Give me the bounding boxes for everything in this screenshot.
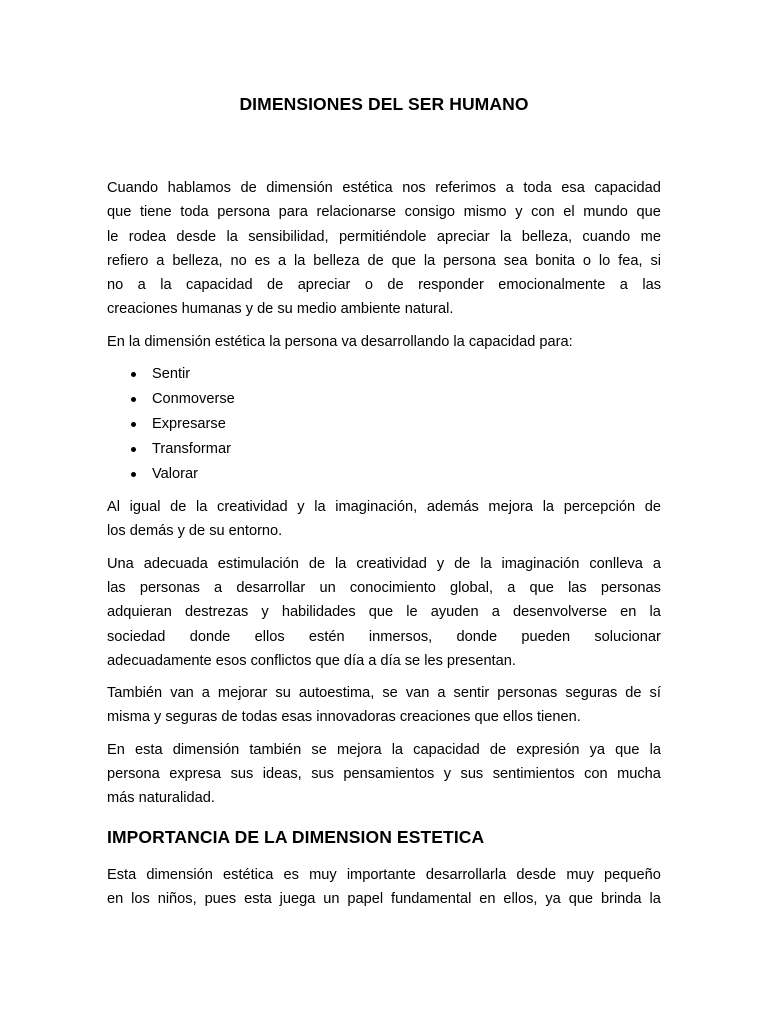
text-line: También van a mejorar su autoestima, se van a sentir personas seguras de sí — [107, 685, 661, 702]
text-line: refiero a belleza, no es a la belleza de que la persona sea bonita o lo fea, si — [107, 252, 661, 269]
paragraph-importance — [107, 863, 661, 912]
document-title: DIMENSIONES DEL SER HUMANO — [239, 94, 529, 114]
bullet-icon — [131, 372, 136, 377]
bullet-icon — [131, 447, 136, 452]
list-item-label: Sentir — [152, 366, 191, 383]
capacity-list — [107, 362, 661, 487]
text-line: misma y seguras de todas esas innovadoras creaciones que ellos tienen. — [107, 709, 581, 726]
text-line: adecuadamente esos conflictos que día a día se les presentan. — [107, 652, 516, 669]
list-item — [107, 387, 661, 412]
section-heading: IMPORTANCIA DE LA DIMENSION ESTETICA — [107, 826, 485, 847]
list-item-label: Expresarse — [152, 416, 226, 433]
text-line: adquieran destrezas y habilidades que le ayuden a desenvolverse en la — [107, 604, 661, 621]
list-item — [107, 412, 661, 437]
text-line: más naturalidad. — [107, 790, 215, 807]
paragraph-self-esteem — [107, 681, 661, 730]
paragraph-aesthetic-definition — [107, 176, 661, 322]
text-line: En la dimensión estética la persona va desarrollando la capacidad para: — [107, 333, 573, 350]
text-line: no a la capacidad de apreciar o de responder emocionalmente a las — [107, 277, 661, 294]
text-line: Cuando hablamos de dimensión estética nos referimos a toda esa capacidad — [107, 180, 661, 196]
paragraph-capacity-intro — [107, 330, 661, 354]
list-item-label: Transformar — [152, 441, 231, 458]
text-line: en los niños, pues esta juega un papel fundamental en ellos, ya que brinda la — [107, 891, 661, 908]
text-line: le rodea desde la sensibilidad, permitiéndole apreciar la belleza, cuando me — [107, 228, 661, 245]
text-line: Al igual de la creatividad y la imaginación, además mejora la percepción de — [107, 499, 661, 516]
text-line: Esta dimensión estética es muy importante desarrollarla desde muy pequeño — [107, 866, 661, 883]
list-item — [107, 362, 661, 387]
document-body — [107, 176, 661, 920]
text-line: Una adecuada estimulación de la creatividad y de la imaginación conlleva a — [107, 555, 661, 572]
text-line: creaciones humanas y de su medio ambiente natural. — [107, 301, 454, 318]
bullet-icon — [131, 472, 136, 477]
text-line: que tiene toda persona para relacionarse consigo mismo y con el mundo que — [107, 204, 661, 221]
text-line: En esta dimensión también se mejora la capacidad de expresión ya que la — [107, 741, 661, 758]
list-item-label: Conmoverse — [152, 391, 235, 408]
paragraph-creativity — [107, 495, 661, 544]
text-line: las personas a desarrollar un conocimiento global, a que las personas — [107, 579, 661, 596]
list-item — [107, 437, 661, 462]
text-line: sociedad donde ellos estén inmersos, donde pueden solucionar — [107, 628, 661, 645]
list-item — [107, 462, 661, 487]
paragraph-expression — [107, 738, 661, 811]
list-item-label: Valorar — [152, 466, 198, 483]
bullet-icon — [131, 397, 136, 402]
bullet-icon — [131, 422, 136, 427]
text-line: persona expresa sus ideas, sus pensamientos y sus sentimientos con mucha — [107, 766, 661, 783]
text-line: los demás y de su entorno. — [107, 523, 283, 540]
paragraph-stimulation — [107, 552, 661, 673]
